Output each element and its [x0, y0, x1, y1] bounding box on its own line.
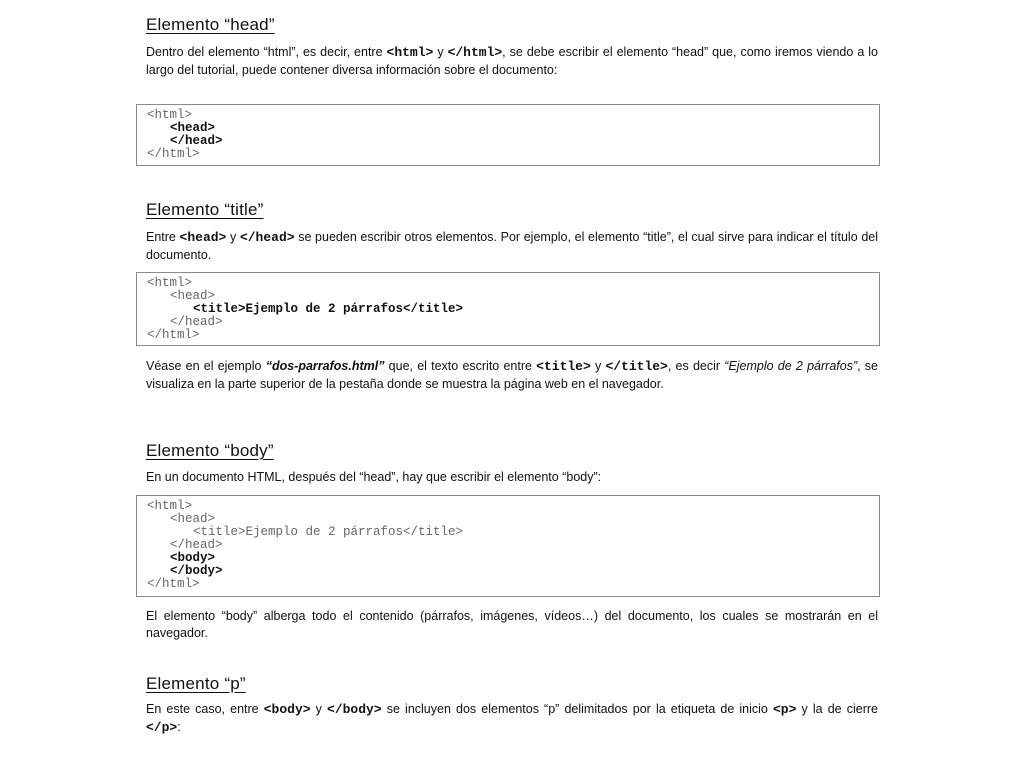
heading-elemento-head: Elemento “head” [146, 15, 275, 34]
heading-elemento-p: Elemento “p” [146, 674, 246, 693]
code-line: </html> [147, 328, 200, 342]
code-keyword: <head> [179, 230, 227, 245]
paragraph-body-intro: En un documento HTML, después del “head”, hay que escribir el elemento “body”: [146, 470, 602, 484]
code-line: </head> [170, 315, 223, 329]
code-line: <head> [170, 121, 216, 135]
paragraph-title-intro: Entre <head> y </head> se pueden escribir otros elementos. Por ejemplo, el elemento “title”, el cual sirve para indicar el título del documento. [146, 230, 879, 262]
paragraph-p-intro: En este caso, entre <body> y </body> se incluyen dos elementos “p” delimitados por la etiqueta de inicio <p> y la de cierre </p>: [146, 702, 878, 735]
code-keyword: </title> [605, 359, 668, 374]
code-keyword: </html> [447, 45, 503, 60]
code-block-title [136, 272, 880, 346]
emphasis-title-text: “Ejemplo de 2 párrafos” [724, 359, 858, 373]
code-keyword: </head> [239, 230, 295, 245]
code-line: </body> [170, 564, 223, 578]
code-line: <title>Ejemplo de 2 párrafos</title> [193, 525, 464, 539]
code-keyword: <p> [773, 702, 797, 717]
code-line: <title>Ejemplo de 2 párrafos</title> [193, 302, 464, 316]
paragraph-title-note: Véase en el ejemplo “dos-parrafos.html” que, el texto escrito entre <title> y </title>, es decir “Ejemplo de 2 párrafos”, se visualiza en la parte superior de la pestaña donde se muestra la página web en el navegador. [146, 359, 878, 391]
paragraph-body-note: El elemento “body” alberga todo el contenido (párrafos, imágenes, vídeos…) del documento, los cuales se mostrarán en el navegador. [146, 609, 878, 640]
code-keyword: <title> [536, 359, 591, 374]
code-line: <html> [147, 499, 193, 513]
code-keyword: </p> [146, 719, 178, 735]
heading-elemento-title: Elemento “title” [146, 200, 264, 219]
code-line: <html> [147, 276, 193, 290]
code-line: </head> [170, 538, 223, 552]
paragraph-head-intro: Dentro del elemento “html”, es decir, entre <html> y </html>, se debe escribir el elemento “head” que, como iremos viendo a lo largo del tutorial, puede contener diversa información sobre el documento: [146, 45, 878, 77]
heading-elemento-body: Elemento “body” [146, 441, 274, 460]
code-keyword: <body> [263, 702, 311, 717]
code-line: </html> [147, 147, 200, 161]
code-line: </head> [170, 134, 223, 148]
code-line: <body> [170, 551, 216, 565]
code-line: <head> [170, 512, 216, 526]
code-line: <head> [170, 289, 216, 303]
code-keyword: </body> [327, 702, 382, 717]
code-line: <html> [147, 108, 193, 122]
code-line: </html> [147, 577, 200, 591]
emphasis-filename: “dos-parrafos.html” [265, 359, 385, 373]
code-block-body [136, 495, 880, 597]
code-block-head [136, 104, 880, 166]
code-keyword: <html> [386, 45, 434, 60]
